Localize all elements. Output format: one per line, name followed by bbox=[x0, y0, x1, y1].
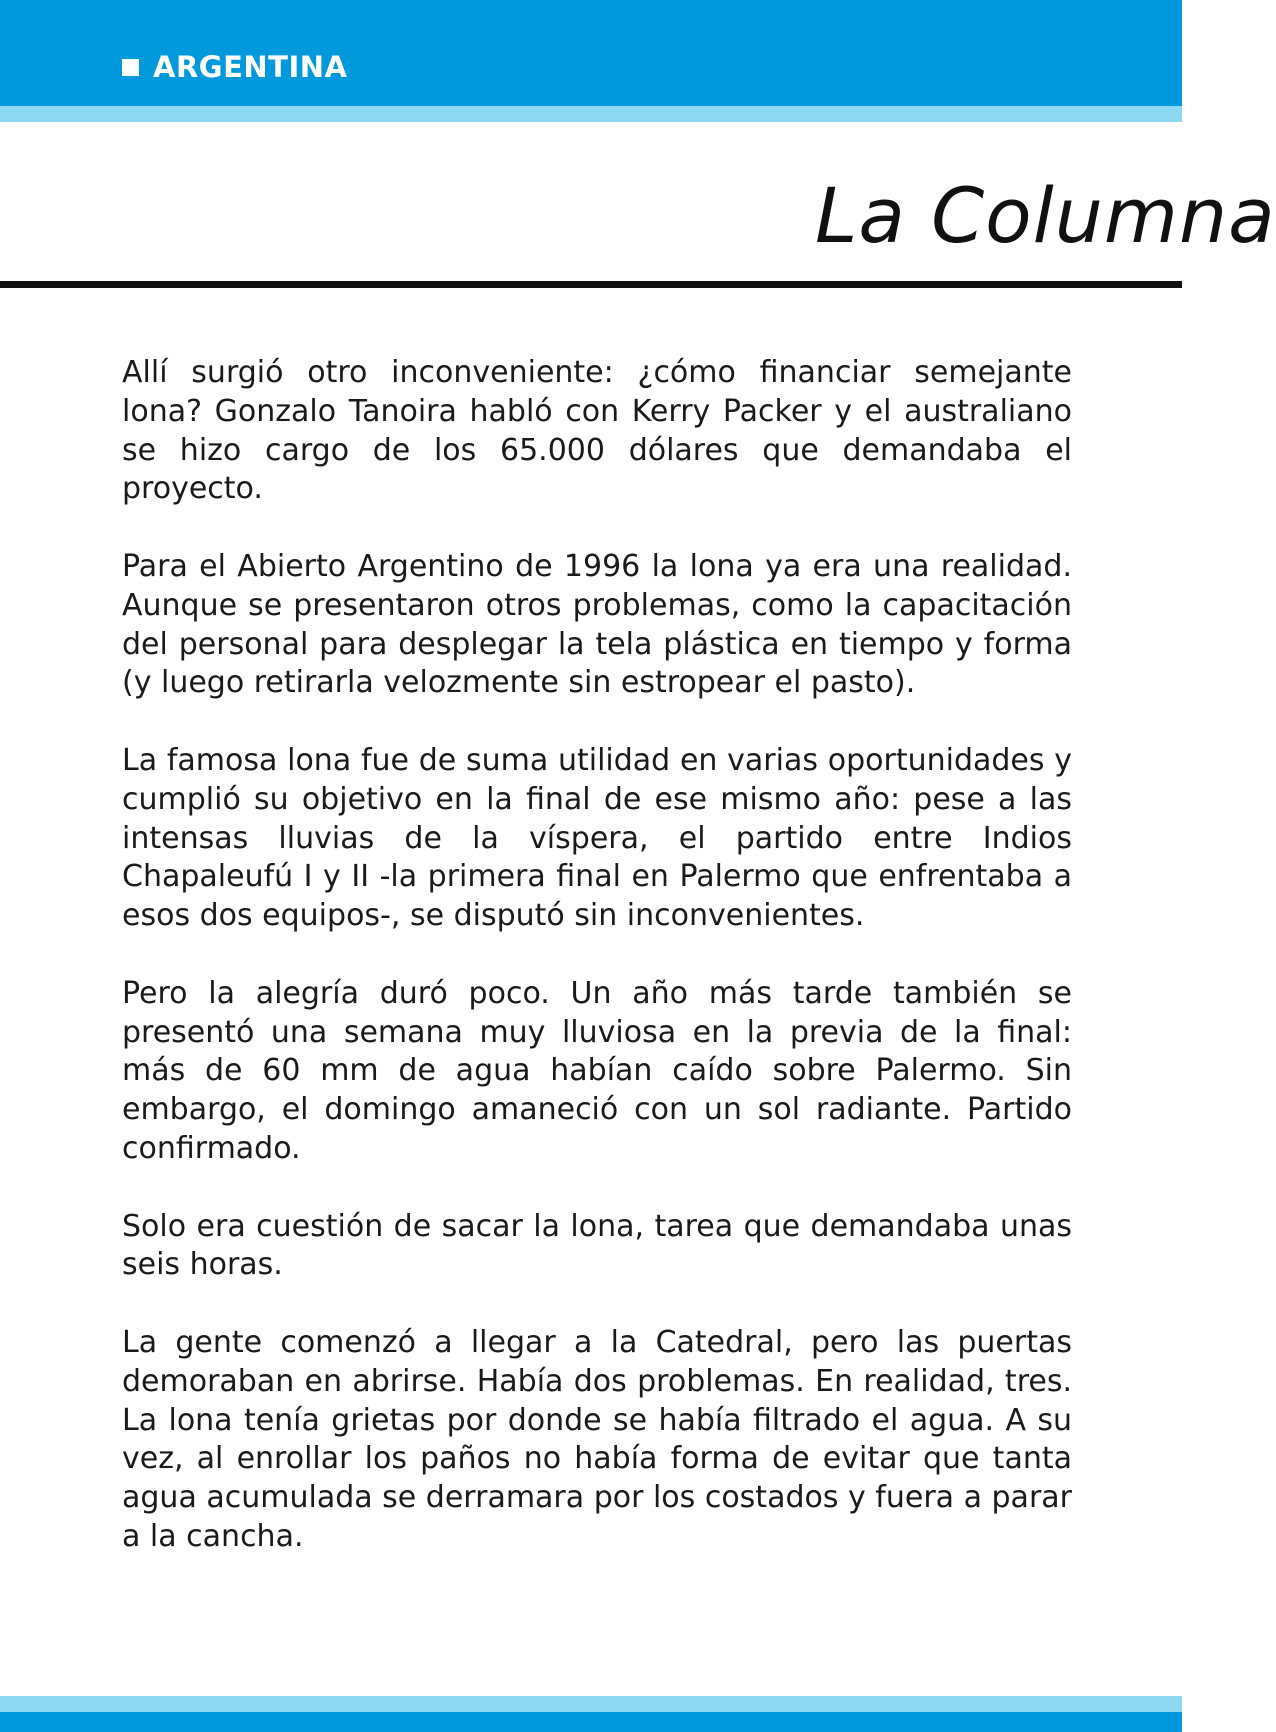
section-label bbox=[122, 50, 347, 84]
footer-bar bbox=[0, 1712, 1182, 1732]
paragraph: Para el Abierto Argentino de 1996 la lona ya era una realidad. Aunque se presentaron otros problemas, como la capacitación del personal para desplegar la tela plástica en tiempo y forma (y luego retirarla velozmente sin estropear el pasto). bbox=[122, 548, 1072, 701]
section-label-text: ARGENTINA bbox=[153, 50, 348, 84]
title-divider bbox=[0, 281, 1182, 288]
footer-stripe bbox=[0, 1696, 1182, 1712]
paragraph: Solo era cuestión de sacar la lona, tarea que demandaba unas seis horas. bbox=[122, 1208, 1072, 1283]
header-stripe bbox=[0, 106, 1182, 122]
paragraph: Allí surgió otro inconveniente: ¿cómo financiar semejante lona? Gonzalo Tanoira habló con Kerry Packer y el australiano se hizo cargo de los 65.000 dólares que demandaba el proyecto. bbox=[122, 355, 1072, 507]
article-body bbox=[122, 354, 1072, 1596]
square-icon bbox=[122, 59, 139, 76]
page-title: La Columna bbox=[815, 171, 1276, 260]
paragraph: Pero la alegría duró poco. Un año más tarde también se presentó una semana muy lluviosa en la previa de la final: más de 60 mm de agua habían caído sobre Palermo. Sin embargo, el domingo amaneció con un sol radiante. Partido confirmado. bbox=[122, 975, 1072, 1166]
paragraph: La gente comenzó a llegar a la Catedral, pero las puertas demoraban en abrirse. Había dos problemas. En realidad, tres. La lona tenía grietas por donde se había filtrado el agua. A su vez, al enrollar los paños no había forma de evitar que tanta agua acumulada se derramara por los costados y fuera a parar a la cancha. bbox=[122, 1324, 1072, 1554]
paragraph: La famosa lona fue de suma utilidad en varias oportunidades y cumplió su objetivo en la final de ese mismo año: pese a las intensas lluvias de la víspera, el partido entre Indios Chapaleufú I y II -la primera final en Palermo que enfrentaba a esos dos equipos-, se disputó sin inconvenientes. bbox=[122, 742, 1072, 934]
